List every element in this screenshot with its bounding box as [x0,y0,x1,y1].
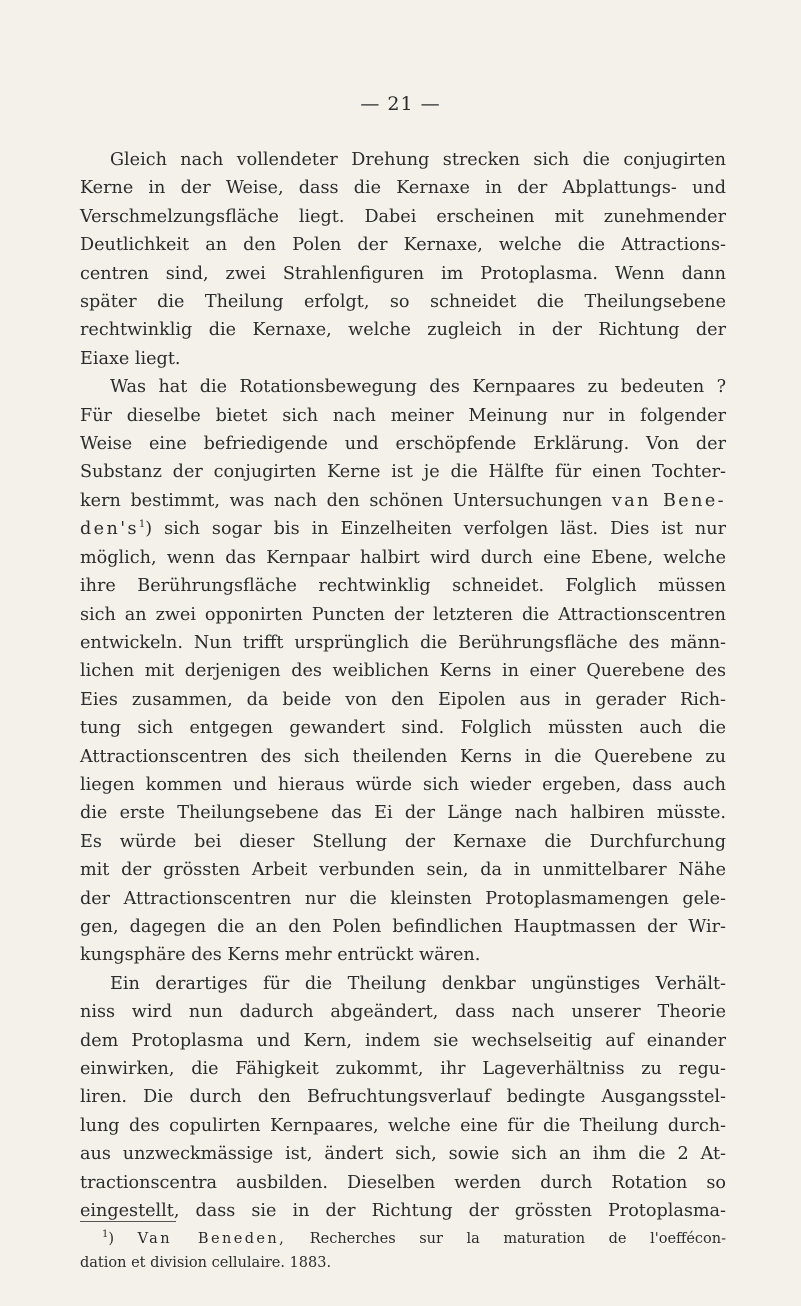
footnote-divider [80,1221,176,1222]
text-line: Ein derartiges für die Theilung denkbar ungünstiges Verhält- [110,973,726,994]
text-line: centren sind, zwei Strahlenfiguren im Protoplasma. Wenn dann [80,263,726,284]
text-line: Eiaxe liegt. [80,348,181,369]
text-line: einwirken, die Fähigkeit zukommt, ihr Lageverhältniss zu regu- [80,1059,726,1079]
footnote-mark: 1 [138,519,146,531]
text-line: später die Theilung erfolgt, so schneidet die Theilungsebene [80,292,726,313]
footnote-line: dation et division cellulaire. 1883. [80,1255,332,1271]
footnote-text: Recherches sur la maturation de l'oeffécon- [286,1231,726,1247]
text-line: sich an zwei opponirten Puncten der letzteren die Attractionscentren [80,604,726,625]
text-line: Es würde bei dieser Stellung der Kernaxe die Durchfurchung [80,831,726,852]
text-line: niss wird nun dadurch abgeändert, dass nach unserer Theorie [80,1002,726,1023]
citation-text: kern bestimmt, was nach den schönen Untersuchungen [80,490,612,511]
text-line: Für dieselbe bietet sich nach meiner Meinung nur in folgender [80,405,726,426]
text-line-citation [80,515,726,543]
text-line: entwickeln. Nun trifft ursprünglich die Berührungsfläche des männ- [80,632,726,653]
text-line: der Attractionscentren nur die kleinsten Protoplasmamengen gele- [80,888,726,909]
footnote-mark: 1 [102,1229,109,1241]
text-line: eingestellt, dass sie in der Richtung der grössten Protoplasma- [80,1201,726,1222]
footnote [80,1227,726,1275]
page-number: — 21 — [360,93,441,115]
text-line: mit der grössten Arbeit verbunden sein, da in unmittelbarer Nähe [80,860,726,881]
text-line: kungsphäre des Kerns mehr entrückt wären. [80,945,481,966]
text-line: Was hat die Rotationsbewegung des Kernpaares zu bedeuten ? [110,377,726,398]
text-line: möglich, wenn das Kernpaar halbirt wird durch eine Ebene, welche [80,547,726,568]
text-line: tractionscentra ausbilden. Dieselben werden durch Rotation so [80,1172,726,1193]
text-line: liegen kommen und hieraus würde sich wieder ergeben, dass auch [80,774,726,795]
text-line: Gleich nach vollendeter Drehung strecken sich die conjugirten [110,150,726,170]
citation-text: ) sich sogar bis in Einzelheiten verfolgen läst. Dies ist nur [145,519,726,540]
text-line: gen, dagegen die an den Polen befindlichen Hauptmassen der Wir- [80,916,726,937]
text-line: aus unzweckmässige ist, ändert sich, sowie sich an ihm die 2 At- [80,1144,726,1165]
body-text [80,146,726,1225]
text-line: Substanz der conjugirten Kerne ist je die Hälfte für einen Tochter- [80,462,726,483]
text-line: Verschmelzungsfläche liegt. Dabei erscheinen mit zunehmender [80,206,726,227]
text-line: liren. Die durch den Befruchtungsverlauf bedingte Ausgangsstel- [80,1087,726,1108]
author-name: den's [80,519,139,540]
footnote-line: $^1$) Van Beneden, Recherches sur la maturation de l'oeffécon- [102,1229,726,1247]
text-line: Deutlichkeit an den Polen der Kernaxe, welche die Attractions- [80,235,726,256]
text-line: ihre Berührungsfläche rechtwinklig schneidet. Folglich müssen [80,576,726,597]
text-line: Kerne in der Weise, dass die Kernaxe in der Abplattungs- und [80,178,726,199]
text-line: dem Protoplasma und Kern, indem sie wechselseitig auf einander [80,1030,726,1051]
author-name: van Bene- [611,490,726,511]
author-name: Van Beneden, [137,1231,287,1247]
text-line: lung des copulirten Kernpaares, welche eine für die Theilung durch- [80,1115,726,1136]
text-line: Weise eine befriedigende und erschöpfende Erklärung. Von der [80,434,726,455]
text-line-citation [80,487,726,515]
text-line: tung sich entgegen gewandert sind. Folglich müssten auch die [80,718,726,739]
text-line: Eies zusammen, da beide von den Eipolen aus in gerader Rich- [80,689,726,710]
text-line: Attractionscentren des sich theilenden Kerns in die Querebene zu [80,746,726,767]
text-line: lichen mit derjenigen des weiblichen Kerns in einer Querebene des [80,661,726,682]
text-line: die erste Theilungsebene das Ei der Länge nach halbiren müsste. [80,803,726,824]
text-line: rechtwinklig die Kernaxe, welche zugleich in der Richtung der [80,320,726,341]
